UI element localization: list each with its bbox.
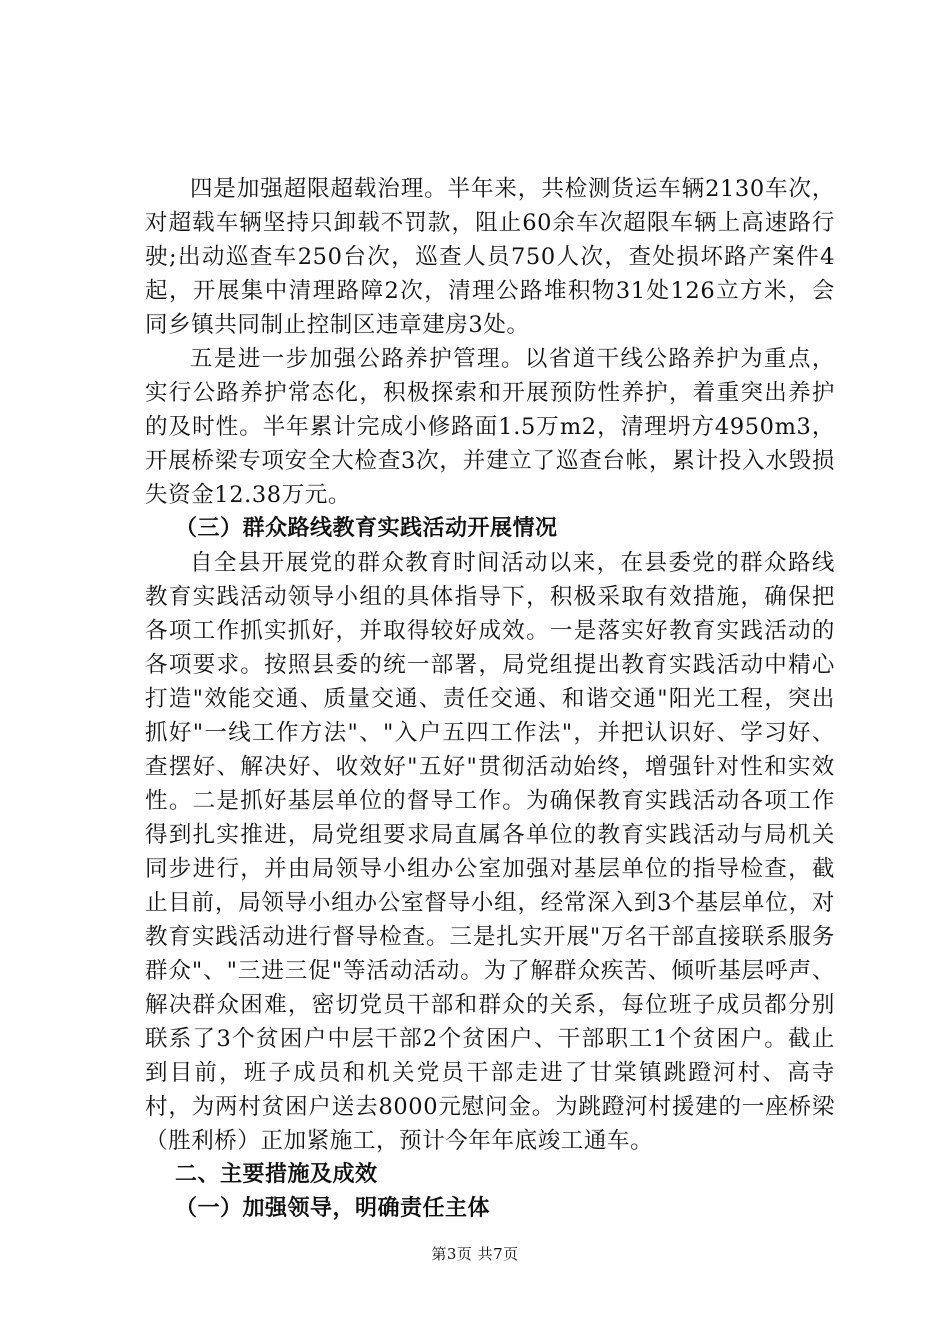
subsection-heading-leadership: （一）加强领导，明确责任主体 — [175, 1196, 491, 1221]
section-heading-main-measures: 二、主要措施及成效 — [175, 1162, 378, 1187]
paragraph-mass-line-activities: 自全县开展党的群众教育时间活动以来，在县委党的群众路线教育实践活动领导小组的具体指导下，积极采取有效措施，确保把各项工作抓实抓好，并取得较好成效。一是落实好教育实践活动的各项要求。按照县委的统一部署，局党组提出教育实践活动中精心打造"效能交通、质量交通、责任交通、和谐交通"阳光工程，突出抓好"一线工作方法"、"入户五四工作法"，并把认识好、学习好、查摆好、解决好、收效好"五好"贯彻活动始终，增强针对性和实效性。二是抓好基层单位的督导工作。为确保教育实践活动各项工作得到扎实推进，局党组要求局直属各单位的教育实践活动与局机关同步进行，并由局领导小组办公室加强对基层单位的指导检查，截止目前，局领导小组办公室督导小组，经常深入到3个基层单位，对教育实践活动进行督导检查。三是扎实开展"万名干部直接联系服务群众"、"三进三促"等活动活动。为了解群众疾苦、倾听基层呼声、解决群众困难，密切党员干部和群众的关系，每位班子成员都分别联系了3个贫困户中层干部2个贫困户、干部职工1个贫困户。截止到目前，班子成员和机关党员干部走进了甘棠镇跳蹬河村、高寺村，为两村贫困户送去8000元慰问金。为跳蹬河村援建的一座桥梁（胜利桥）正加紧施工，预计今年年底竣工通车。 — [145, 550, 835, 1154]
paragraph-road-maintenance: 五是进一步加强公路养护管理。以省道干线公路养护为重点，实行公路养护常态化，积极探索和开展预防性养护，着重突出养护的及时性。半年累计完成小修路面1.5万m2，清理坍方4950m3，开展桥梁专项安全大检查3次，并建立了巡查台帐，累计投入水毁损失资金12.38万元。 — [145, 346, 835, 508]
paragraph-overload-control: 四是加强超限超载治理。半年来，共检测货运车辆2130车次，对超载车辆坚持只卸载不罚款，阻止60余车次超限车辆上高速路行驶;出动巡查车250台次，巡查人员750人次，查处损坏路产案件4起，开展集中清理路障2次，清理公路堆积物31处126立方米，会同乡镇共同制止控制区违章建房3处。 — [145, 176, 835, 338]
document-body — [145, 172, 835, 1226]
section-heading-mass-line: （三）群众路线教育实践活动开展情况 — [175, 516, 558, 541]
page-footer: 第3页 共7页 — [431, 1245, 519, 1263]
